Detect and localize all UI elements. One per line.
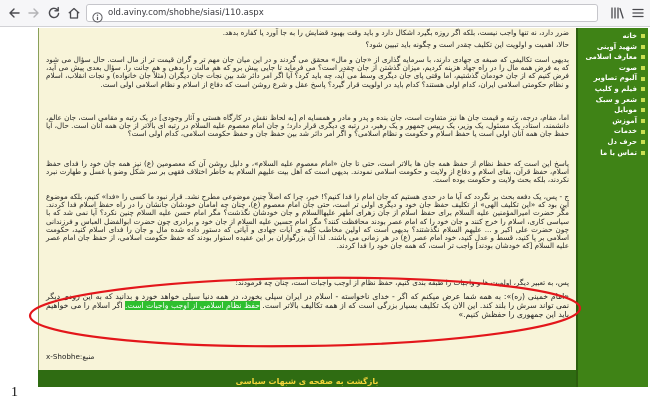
sidebar-item-label: موبایل (614, 106, 637, 115)
site-info-button[interactable] (92, 8, 103, 19)
highlighted-text: حفظ نظام اسلامی از اوجب واجبات است. (124, 300, 260, 310)
square-bullet-icon (641, 55, 645, 59)
forward-button[interactable] (27, 6, 41, 20)
reload-button[interactable] (47, 6, 61, 20)
square-bullet-icon (641, 130, 645, 134)
sidebar-item-label: آلبوم تصاویر (593, 74, 637, 83)
quote-text: «امام خمینی (ره)»: به همه شما عرض میکنم که اگر - خدای ناخواسته - اسلام در ایران سیلی بخورد، در همه دنیا سیلی خواهد خورد و بدانید که به این زودی دیگر نمی تواند سرش را بلند کند. این الان یک تکلیف بسیار بزرگی است که از همه تکالیف بالاتر است. (46, 292, 569, 310)
square-bullet-icon (641, 119, 645, 123)
article-panel (38, 28, 576, 370)
article-question: حالا، اهمیت و اولویت این تکلیف چقدر است و چگونه باید تبیین شود؟ (365, 40, 569, 49)
square-bullet-icon (641, 98, 645, 102)
square-bullet-icon (641, 45, 645, 49)
home-button[interactable] (67, 6, 81, 20)
sidebar-nav (576, 28, 648, 387)
sidebar-item-poetry[interactable] (578, 95, 648, 106)
square-bullet-icon (641, 77, 645, 81)
back-to-political-doubts-link[interactable]: بازگشت به صفحه ی شبهات سیاسی (235, 377, 379, 386)
quote-text: اگر اسلام را می خواهیم باید این جمهوری را حفظش کنیم.» (46, 300, 569, 319)
square-bullet-icon (641, 108, 645, 112)
sidebar-item-education[interactable] (578, 116, 648, 127)
url-text[interactable]: old.aviny.com/shobhe/siasi/110.aspx (108, 8, 264, 18)
sidebar-item-label: تماس با ما (600, 148, 637, 157)
sidebar-item-contact-us[interactable] (578, 148, 648, 159)
article-body (39, 28, 576, 361)
reload-icon (47, 6, 61, 20)
sidebar-item-photo-album[interactable] (578, 73, 648, 84)
square-bullet-icon (641, 140, 645, 144)
sidebar-item-label: حرف دل (607, 137, 637, 146)
sidebar-item-services[interactable] (578, 126, 648, 137)
square-bullet-icon (641, 66, 645, 70)
sidebar-item-label: صوت (618, 63, 637, 72)
sidebar-item-label: شعر و سبک (595, 95, 637, 104)
article-paragraph: پس، به تعبیر دیگر، اولویت ها و واجبات را طبقه بندی کنیم، حفظ نظام از اوجب واجبات است، چنان چه فرمودند: (235, 278, 569, 287)
sidebar-item-label: آموزش (612, 116, 637, 125)
sidebar-item-film-clip[interactable] (578, 84, 648, 95)
back-button[interactable] (7, 6, 21, 20)
article-paragraph: پاسخ این است که حفظ نظام از حفظ همه جان ها بالاتر است، حتی تا جان «امام معصوم علیه السلام»، و دلیل روشن آن که معصومین (ع) نیز همه جان خود را فدای حفظ اسلام، حفظ قرآن، بقای اسلام و دفاع از ولایت و حکومت اسلامی نمودند. بدیهی است که اهل بیت علیهم السلام به خاطر اختلاف فقهی بر سر شکل وضو یا غسل و طهارت نبرد نکردند، بلکه بحث ولایت و حکومت بوده است. (46, 159, 569, 185)
menu-button[interactable] (631, 6, 645, 20)
sidebar-item-label: شهید آوینی (596, 42, 637, 51)
arrow-left-icon (7, 6, 21, 20)
sidebar-item-label: فیلم و کلیپ (594, 84, 637, 93)
sidebar-item-heart-talk[interactable] (578, 137, 648, 148)
sidebar-item-shahid-avini[interactable] (578, 42, 648, 53)
sidebar-item-mobile[interactable] (578, 105, 648, 116)
square-bullet-icon (641, 87, 645, 91)
sidebar-item-label: خانه (622, 32, 637, 40)
browser-toolbar (0, 0, 650, 27)
arrow-right-icon (27, 6, 41, 20)
article-paragraph: ضرر دارد، نه تنها واجب نیست، بلکه اگر روزه بگیرد اشکال دارد و باید وقت بهبود قضایش را به جا آورد یا کفاره بدهد. (222, 28, 569, 37)
sidebar-item-label: معارف اسلامی (585, 53, 637, 62)
sidebar-item-audio[interactable] (578, 63, 648, 74)
source-credit: منبع:x-Shobhe (46, 352, 95, 361)
menu-icon (631, 6, 645, 20)
article-paragraph: بدیهی است تکالیفی که صبغه ی جهادی دارند، با سرمایه گذاری از «جان و مال» محقق می گردند و در این میان جان مهم تر و گران قیمت تر از مال است. حال سؤال می شود که به فرض همه مال را در راه جهاد هزینه کردیم، میزان گذشتن از جان چقدر است؟ می فرماید تا جایی پیش برو که هم مالت را بدهی و هم جانت را. سؤال بعدی پیش می آید، فرض کنیم که از جان خودمان گذشتیم، اما وقتی پای جان دیگری وسط می آید، چه باید کرد؟ آیا اگر امر دائر شد بین نجات جان دیگران (مثلاً جان خانواده) و نجات انقلاب، اسلام و نظام حکومتی اسلامی ایران، کدام اولی هستند؟ کدام باید در اولویت قرار گیرد؟ پاسخ عقل و شرع روشن است که دفاع از اسلام و نظام اسلامی اولی است. (46, 55, 569, 89)
square-bullet-icon (641, 151, 645, 155)
address-bar[interactable] (86, 4, 598, 22)
khomeini-quote (46, 293, 569, 353)
home-icon (67, 6, 81, 20)
article-paragraph: اما، مقام، درجه، رتبه و قیمت جان ها نیز متفاوت است، جان بنده و پدر و مادر و همسایه ام [به لحاظ نقش در کارگاه هستی و آثار وجودی] در یک رتبه و مقامی است، جان عالم، دانشمند، استاد، یک مسئول، یک وزیر، یک رییس جمهور و یک رهبر، در رتبه ی دیگری قرار دارد؛ و جان امام معصوم علیه السلام در رتبه ای بالاتر از جان همه آنان است. حال، آیا حفظ جان همه آنان اولی است یا حفظ اسلام و حکومت و نظام اسلامی؟ و اگر امر دائر شد بین حفظ جان و حفظ حکومت اسلامی، کدام اولی است؟ (46, 113, 569, 139)
sidebar-item-home[interactable] (578, 31, 648, 42)
figure-label: 1 (11, 385, 18, 400)
article-paragraph: ج - پس، یک دفعه بحث بر نگردد که آیا ما در حدی هستیم که جان امام را فدا کنیم؟! خیر، چرا که اصلاً چنین موضوعی مطرح نشد. قرار نبود ما کسی را «فدا» کنیم، بلکه موضوع این بود که «این تکلیف الهی» از تکلیف حفظ جان خود و دیگری اولی تر است، حتی جان امام معصوم (ع)، چنان چه امامان خودشان جانشان را در راه حفظ اسلام فدا کردند. مگر حضرت امیرالمؤمنین علیه السلام برای حفظ اسلام از جان زهرای اطهر علیهاالسلام و جان خودشان نگذشت؟ مگر امام حسن علیه السلام چنین نکرد؟ آیا نمی شد که با سیاسی کاری، اسلام را خرج کنند و جان خود را که امام عصر بودند محافظت کنند؟ مگر امام حسین علیه السلام از جان خود و برادری چون حضرت ابوالفضل العباس و فرزندانی چون حضرت علی اکبر و ... علیهم السلام نگذشتند؟ بدیهی است که اولین مخاطب کلیه ی آیات جهادی و آیاتی که دستور داده شده مال و جان را فدای اسلام کنید، حکومت اسلامی بر پا کنید، قسط و عدل کنید، خود امام عصر (ع) در هر زمانی می باشند. لذا آن بزرگواران بر این عقیده استوار بودند که حفظ حکومت اسلامی، از حفظ جان امام عصر علیه السلام [که خودشان بودند] واجب تر است، که همه جان خود را فدا کردند. (46, 192, 569, 251)
footer-bar (38, 370, 576, 387)
library-icon (610, 6, 624, 20)
library-button[interactable] (610, 6, 624, 20)
square-bullet-icon (641, 34, 645, 38)
info-icon (92, 12, 103, 23)
sidebar-item-label: خدمات (613, 127, 637, 136)
sidebar-item-islamic-teachings[interactable] (578, 52, 648, 63)
